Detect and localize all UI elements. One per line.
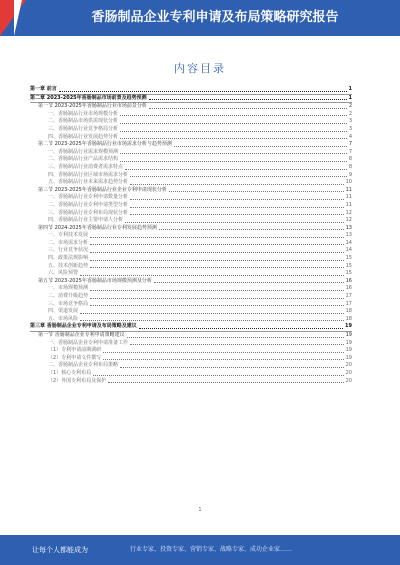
footer-slogan: 让每个人都能成为 <box>32 546 88 554</box>
toc-entry-page: 14 <box>345 247 352 254</box>
toc-entry-page: 16 <box>345 277 352 284</box>
toc-entry-page: 8 <box>348 163 352 170</box>
toc-entry-text: 二、香肠制品行业产品需求结构 <box>48 156 119 163</box>
toc-leader-dots <box>130 214 344 215</box>
toc-leader-dots <box>130 199 344 200</box>
toc-entry-text: 三、香肠制品行业消费者需求特点 <box>48 163 124 170</box>
toc-leader-dots <box>120 131 347 132</box>
page-number: 1 <box>198 507 202 513</box>
toc-entry-page: 8 <box>348 156 352 163</box>
toc-leader-dots <box>130 344 344 345</box>
toc-entry-page: 15 <box>345 262 352 269</box>
toc-entry-page: 19 <box>345 339 352 346</box>
toc-leader-dots <box>108 382 343 383</box>
toc-entry[interactable] <box>30 308 352 316</box>
toc-entry-text: 第四节 2024-2025年香肠制品行业专利发展趋势预测 <box>38 224 157 231</box>
toc-leader-dots <box>90 252 344 253</box>
toc-leader-dots <box>169 191 344 192</box>
toc-entry-text: 第一章 前言 <box>30 86 57 92</box>
toc-entry-text: 一、香肠制品行业专利申请数量分析 <box>48 194 129 201</box>
toc-leader-dots <box>120 367 344 368</box>
toc-leader-dots <box>90 237 344 238</box>
toc-entry[interactable] <box>30 323 352 331</box>
toc-entry-text: 一、香肠制品行业市场规模分析 <box>48 110 119 117</box>
toc-leader-dots <box>149 99 347 100</box>
toc-entry-text: 一、专利技术发展 <box>48 232 89 239</box>
toc-entry-page: 7 <box>348 141 352 148</box>
toc-entry-page: 15 <box>345 255 352 262</box>
toc-entry[interactable] <box>30 164 352 172</box>
toc-leader-dots <box>130 207 344 208</box>
toc-entry-page: 20 <box>345 362 352 369</box>
toc-leader-dots <box>90 305 344 306</box>
toc-leader-dots <box>90 290 344 291</box>
toc-entry-page: 20 <box>345 369 352 376</box>
toc-entry-text: 二、市场需求分析 <box>48 239 89 246</box>
toc-leader-dots <box>120 115 347 116</box>
toc-entry-page: 19 <box>345 323 352 330</box>
toc-entry-text: 三、市场竞争格局 <box>48 300 89 307</box>
toc-entry[interactable] <box>30 194 352 202</box>
toc-entry[interactable] <box>30 332 352 340</box>
toc-entry-text: （2）外围专利布局及保护 <box>48 377 107 384</box>
toc-entry-page: 1 <box>348 94 352 101</box>
toc-entry-page: 18 <box>345 308 352 315</box>
toc-entry-text: 二、香肠制品企业专利布局策略 <box>48 362 119 369</box>
toc-entry-text: 三、香肠制品行业专利布局现状分析 <box>48 209 129 216</box>
toc-entry[interactable] <box>30 347 352 355</box>
toc-entry-text: 第三节 2023-2025年香肠制品行业企业专利申请现状分析 <box>38 186 167 193</box>
toc-title: 内容目录 <box>174 62 226 75</box>
toc-entry-text: 一、香肠制品行业需求规模预测 <box>48 148 119 155</box>
report-title: 香肠制品企业专利申请及布局策略研究报告 <box>91 10 339 25</box>
report-header <box>0 0 400 36</box>
toc-entry-page: 17 <box>345 293 352 300</box>
toc-entry[interactable] <box>30 179 352 187</box>
toc-entry-page: 19 <box>345 332 352 338</box>
toc-leader-dots <box>120 123 347 124</box>
toc-entry-page: 20 <box>345 377 352 384</box>
toc-entry-page: 11 <box>345 201 352 208</box>
toc-entry-text: 第五节 2023-2025年香肠制品市场规模预测及分析 <box>38 277 152 284</box>
toc-leader-dots <box>120 161 347 162</box>
toc-entry-page: 7 <box>348 148 352 155</box>
toc-entry-text: 第一节 香肠制品企业专利申请策略建议 <box>38 332 125 338</box>
toc-entry-page: 19 <box>345 347 352 354</box>
toc-entry-text: 第三章 香肠制品企业专利申请及布局策略及建议 <box>30 323 137 330</box>
toc-entry[interactable] <box>30 172 352 180</box>
toc-entry[interactable] <box>30 362 352 370</box>
toc-entry-text: 四、香肠制品行业主要申请人分析 <box>48 217 124 224</box>
toc-entry-page: 4 <box>348 133 352 140</box>
toc-leader-dots <box>103 359 343 360</box>
toc-entry-text: 五、市场风险 <box>48 315 79 322</box>
toc-leader-dots <box>103 352 343 353</box>
toc-entry[interactable] <box>30 103 352 111</box>
toc-entry-page: 13 <box>345 232 352 239</box>
toc-leader-dots <box>154 282 344 283</box>
toc-entry[interactable] <box>30 285 352 293</box>
toc-entry-page: 3 <box>348 118 352 125</box>
toc-entry-text: 四、香肠制品行业发展趋势分析 <box>48 133 119 140</box>
toc-entry-page: 3 <box>348 125 352 132</box>
toc-entry-text: 二、香肠制品市场供需现状分析 <box>48 118 119 125</box>
toc-leader-dots <box>80 313 344 314</box>
toc-leader-dots <box>93 375 343 376</box>
toc-entry[interactable] <box>30 232 352 240</box>
table-of-contents <box>30 86 352 385</box>
toc-entry[interactable] <box>30 255 352 263</box>
toc-entry-text: 一、香肠制品企业专利申请准备工作 <box>48 339 129 346</box>
toc-entry[interactable] <box>30 263 352 271</box>
toc-entry-text: 三、行业竞争状况 <box>48 247 89 254</box>
toc-entry-page: 2 <box>348 110 352 117</box>
toc-entry-page: 17 <box>345 300 352 307</box>
toc-entry[interactable] <box>30 270 352 278</box>
toc-entry-page: 1 <box>348 86 352 92</box>
toc-entry[interactable] <box>30 86 352 94</box>
toc-entry-page: 9 <box>348 171 352 178</box>
toc-leader-dots <box>125 222 344 223</box>
toc-leader-dots <box>90 260 344 261</box>
toc-entry-text: （2）专利申请文件撰写 <box>48 354 102 361</box>
toc-entry-page: 12 <box>345 217 352 224</box>
toc-entry[interactable] <box>30 378 352 386</box>
toc-entry-text: （1）核心专利布局 <box>48 369 92 376</box>
toc-leader-dots <box>127 337 344 338</box>
toc-entry-page: 13 <box>345 224 352 231</box>
toc-leader-dots <box>130 176 347 177</box>
toc-entry-text: 二、香肠制品行业专利申请类型分析 <box>48 201 129 208</box>
toc-entry-text: 四、政策法规影响 <box>48 255 89 262</box>
toc-entry-page: 15 <box>345 270 352 277</box>
toc-leader-dots <box>59 91 347 92</box>
toc-entry-text: （1）专利申请前期调研 <box>48 347 102 354</box>
toc-entry[interactable] <box>30 141 352 149</box>
toc-leader-dots <box>90 244 344 245</box>
toc-leader-dots <box>120 138 347 139</box>
toc-entry[interactable] <box>30 293 352 301</box>
toc-entry-text: 五、技术创新趋势 <box>48 262 89 269</box>
toc-leader-dots <box>90 298 344 299</box>
footer-tagline: 行业专家、投资专家、营销专家、战略专家、成功企业家…… <box>130 546 293 553</box>
report-footer <box>0 535 400 565</box>
toc-entry-page: 12 <box>345 209 352 216</box>
toc-entry-text: 四、香肠制品行业区域市场需求分析 <box>48 171 129 178</box>
toc-entry-text: 第二节 2023-2025年香肠制品行业市场需求分析与趋势预测 <box>38 141 172 148</box>
toc-entry[interactable] <box>30 247 352 255</box>
toc-leader-dots <box>125 169 347 170</box>
toc-leader-dots <box>80 320 344 321</box>
toc-entry-page: 18 <box>345 315 352 322</box>
toc-entry-page: 16 <box>345 285 352 292</box>
toc-entry-text: 五、香肠制品行业未来需求趋势分析 <box>48 179 129 186</box>
toc-entry-page: 19 <box>345 354 352 361</box>
toc-leader-dots <box>120 153 347 154</box>
toc-entry-text: 三、香肠制品行业竞争格局分析 <box>48 125 119 132</box>
toc-entry[interactable] <box>30 217 352 225</box>
header-red-stripe <box>0 0 26 36</box>
toc-entry[interactable] <box>30 210 352 218</box>
toc-entry-page: 11 <box>345 186 352 193</box>
toc-entry-text: 四、渠道发展 <box>48 308 79 315</box>
toc-entry[interactable] <box>30 202 352 210</box>
toc-entry[interactable] <box>30 118 352 126</box>
toc-leader-dots <box>139 328 343 329</box>
toc-entry-text: 二、消费升级趋势 <box>48 293 89 300</box>
toc-leader-dots <box>90 267 344 268</box>
toc-entry-text: 六、风险预警 <box>48 270 79 277</box>
toc-entry-text: 第二章 2023-2025年香肠制品市场前景及趋势预测 <box>30 94 147 101</box>
toc-leader-dots <box>159 229 344 230</box>
toc-entry-text: 第一节 2023-2025年香肠制品行业市场前景分析 <box>38 103 147 110</box>
toc-leader-dots <box>174 146 347 147</box>
toc-entry[interactable] <box>30 370 352 378</box>
toc-leader-dots <box>130 184 344 185</box>
toc-entry-page: 10 <box>345 179 352 186</box>
header-white-stripe <box>14 0 22 36</box>
toc-entry-text: 一、市场规模预测 <box>48 285 89 292</box>
toc-entry[interactable] <box>30 301 352 309</box>
toc-entry[interactable] <box>30 156 352 164</box>
toc-leader-dots <box>149 108 347 109</box>
toc-entry[interactable] <box>30 95 352 103</box>
toc-entry-page: 14 <box>345 239 352 246</box>
toc-entry-page: 11 <box>345 194 352 201</box>
toc-entry[interactable] <box>30 126 352 134</box>
toc-entry-page: 2 <box>348 103 352 110</box>
toc-leader-dots <box>80 275 344 276</box>
